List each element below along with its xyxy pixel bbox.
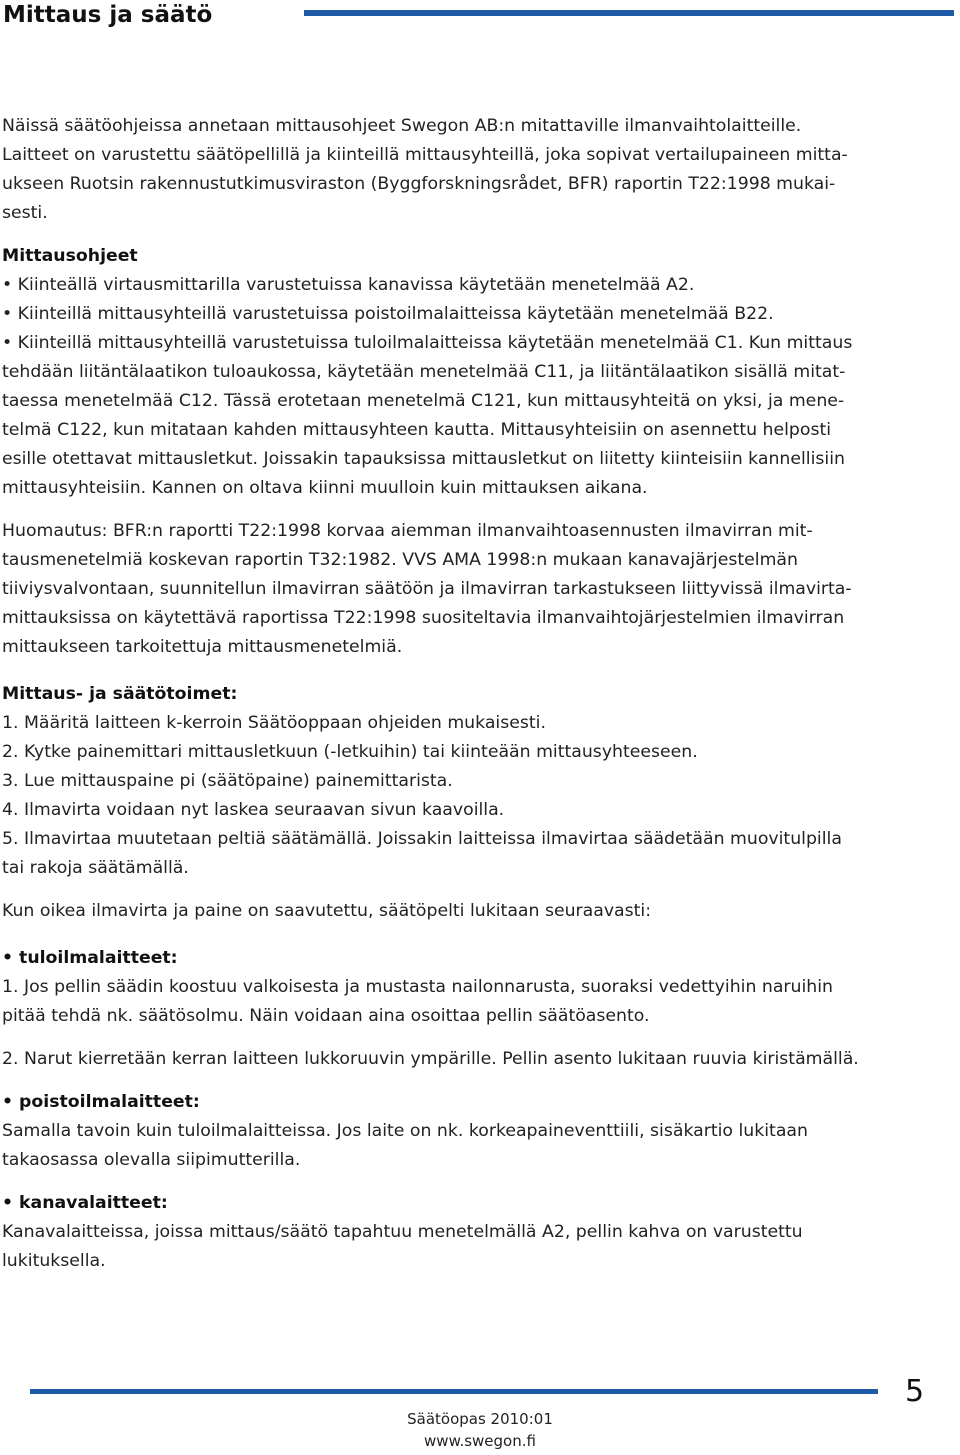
bullet-item-line: telmä C122, kun mitataan kahden mittausyhteen kautta. Mittausyhteisiin on asennettu helposti — [2, 420, 832, 440]
tulo-step-1-line-1: 1. Jos pellin säädin koostuu valkoisesta ja mustasta nailonnarusta, suoraksi vedettyihin naruihin — [2, 977, 834, 997]
subheading-kanavalaitteet: • kanavalaitteet: — [2, 1193, 168, 1213]
section-heading-toimet: Mittaus- ja säätötoimet: — [2, 684, 238, 704]
note-line: mittauksissa on käytettävä raportissa T22:1998 suositeltavia ilmanvaihtojärjestelmien ilmavirran — [2, 608, 845, 628]
step-item: 2. Kytke painemittari mittausletkuun (-letkuihin) tai kiinteään mittausyhteeseen. — [2, 742, 698, 762]
note-line: tausmenetelmiä koskevan raportin T32:1982. VVS AMA 1998:n mukaan kanavajärjestelmän — [2, 550, 798, 570]
header-rule — [304, 10, 954, 16]
bullet-item-line: taessa menetelmää C12. Tässä erotetaan menetelmä C121, kun mittausyhteitä on yksi, ja mene- — [2, 391, 845, 411]
intro-paragraph-2-line-1: Laitteet on varustettu säätöpellillä ja kiinteillä mittausyhteillä, joka sopivat vertailupaineen mitta- — [2, 145, 848, 165]
step-item: 5. Ilmavirtaa muutetaan peltiä säätämällä. Joissakin laitteissa ilmavirtaa säädetään muovitulpilla — [2, 829, 842, 849]
bullet-item-line: esille otettavat mittausletkut. Joissakin tapauksissa mittausletkut on liitetty kiinteisiin kannellisiin — [2, 449, 845, 469]
bullet-item: • Kiinteällä virtausmittarilla varustetuissa kanavissa käytetään menetelmää A2. — [2, 275, 695, 295]
main-content — [2, 112, 932, 1276]
footer-url[interactable]: www.swegon.fi — [424, 1432, 536, 1450]
poisto-line-2: takaosassa olevalla siipimutterilla. — [2, 1150, 301, 1170]
poisto-line-1: Samalla tavoin kuin tuloilmalaitteissa. Jos laite on nk. korkeapaineventtiili, sisäkartio lukitaan — [2, 1121, 808, 1141]
page-title: Mittaus ja säätö — [3, 2, 213, 28]
tulo-step-2: 2. Narut kierretään kerran laitteen lukkoruuvin ympärille. Pellin asento lukitaan ruuvia kiristämällä. — [2, 1049, 859, 1069]
bullet-item: • Kiinteillä mittausyhteillä varustetuissa poistoilmalaitteissa käytetään menetelmää B22. — [2, 304, 774, 324]
note-line: Huomautus: BFR:n raportti T22:1998 korvaa aiemman ilmanvaihtoasennusten ilmavirran mit- — [2, 521, 813, 541]
step-item-continuation: tai rakoja säätämällä. — [2, 858, 189, 878]
page-header — [0, 0, 960, 34]
subheading-tuloilmalaitteet: • tuloilmalaitteet: — [2, 948, 178, 968]
section-heading-mittausohjeet: Mittausohjeet — [2, 246, 138, 266]
step-item: 3. Lue mittauspaine pi (säätöpaine) painemittarista. — [2, 771, 453, 791]
kanava-line-2: lukituksella. — [2, 1251, 106, 1271]
bullet-item-line: • Kiinteillä mittausyhteillä varustetuissa tuloilmalaitteissa käytetään menetelmää C1. Kun mittaus — [2, 333, 853, 353]
kanava-line-1: Kanavalaitteissa, joissa mittaus/säätö tapahtuu menetelmällä A2, pellin kahva on varustettu — [2, 1222, 803, 1242]
footer-rule — [30, 1389, 878, 1394]
bullet-item-line: tehdään liitäntälaatikon tuloaukossa, käytetään menetelmää C11, ja liitäntälaatikon sisällä mitat- — [2, 362, 846, 382]
tulo-step-1-line-2: pitää tehdä nk. säätösolmu. Näin voidaan aina osoittaa pellin säätöasento. — [2, 1006, 650, 1026]
bullet-item-line: mittausyhteisiin. Kannen on oltava kiinni muulloin kuin mittauksen aikana. — [2, 478, 648, 498]
intro-paragraph-2-line-2: ukseen Ruotsin rakennustutkimusviraston (Byggforskningsrådet, BFR) raportin T22:1998 mukai- — [2, 174, 836, 194]
step-item: 4. Ilmavirta voidaan nyt laskea seuraavan sivun kaavoilla. — [2, 800, 505, 820]
lock-intro: Kun oikea ilmavirta ja paine on saavutettu, säätöpelti lukitaan seuraavasti: — [2, 901, 652, 921]
note-line: tiiviysvalvontaan, suunnitellun ilmavirran säätöön ja ilmavirran tarkastukseen liittyvissä ilmavirta- — [2, 579, 852, 599]
footer-publication: Säätöopas 2010:01 — [407, 1410, 553, 1428]
intro-paragraph-2-line-3: sesti. — [2, 203, 48, 223]
step-item: 1. Määritä laitteen k-kerroin Säätöoppaan ohjeiden mukaisesti. — [2, 713, 546, 733]
note-line: mittaukseen tarkoitettuja mittausmenetelmiä. — [2, 637, 403, 657]
page-number: 5 — [905, 1374, 925, 1409]
subheading-poistoilmalaitteet: • poistoilmalaitteet: — [2, 1092, 200, 1112]
intro-paragraph-1: Näissä säätöohjeissa annetaan mittausohjeet Swegon AB:n mitattaville ilmanvaihtolaitteille. — [2, 116, 802, 136]
